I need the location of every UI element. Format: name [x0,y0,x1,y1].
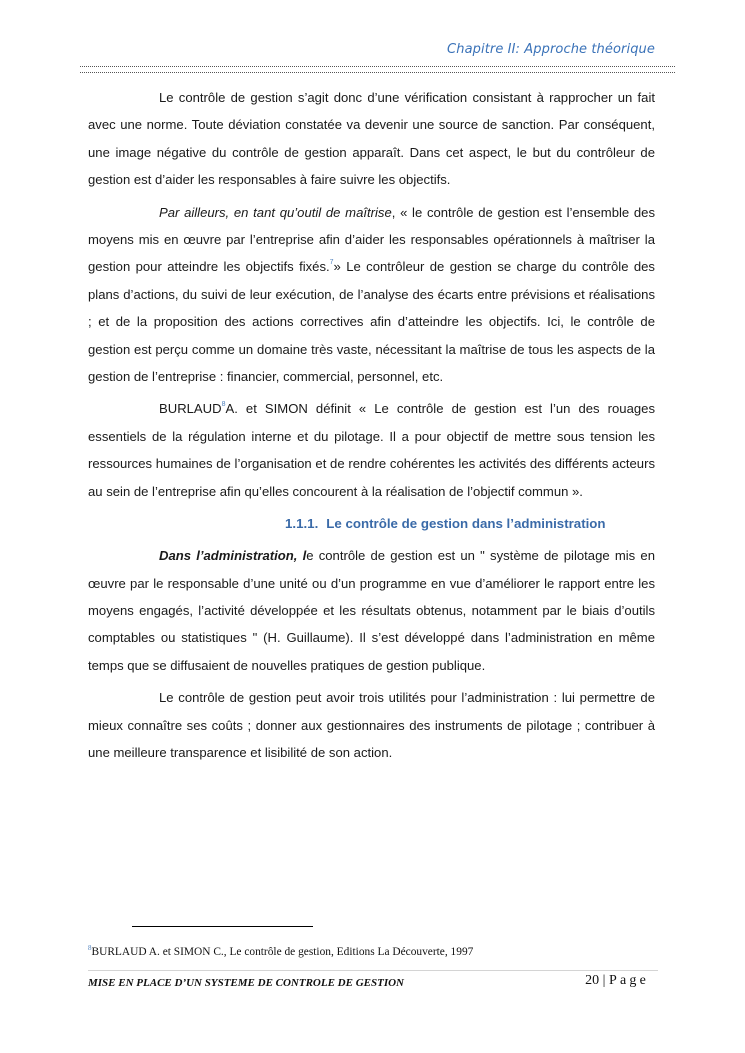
paragraph-verification [88,84,655,194]
section-number: 1.1.1. [285,516,319,532]
footer-page-indicator [585,973,649,989]
paragraph-text: , « le contrôle de gestion est l’ensemble des moyens mis en œuvre par l’entreprise afin d’aider les responsables opérationnels à maîtriser la gestion pour atteindre les objectifs fixés. [88,204,655,275]
footer-rule [88,970,658,971]
footnote-text: BURLAUD A. et SIMON C., Le contrôle de gestion, Editions La Découverte, 1997 [91,946,474,958]
footer-document-title: MISE EN PLACE D’UN SYSTEME DE CONTROLE DE GESTION [88,977,404,989]
paragraph-italic-lead: Par ailleurs, en tant qu’outil de maîtrise [159,204,392,220]
paragraph-text: A. et SIMON définit « Le contrôle de gestion est l’un des rouages essentiels de la régulation interne et du pilotage. Il a pour objectif de mettre sous tension les ressources humaines de l’organisation et de rendre cohérentes les activités des différents acteurs au sein de l’entreprise afin qu’elles concourent à la réalisation de l’objectif commun ». [88,401,655,499]
paragraph-utilites [88,684,655,766]
paragraph-text-continued: » Le contrôleur de gestion se charge du contrôle des plans d’actions, du suivi de leur exécution, de l’analyse des écarts entre prévisions et réalisations ; et de la proposition des actions correctives afin d’atteindre les objectifs. Ici, le contrôle de gestion est perçu comme un domaine très vaste, nécessitant la maîtrise de tous les aspects de la gestion de l’entreprise : financier, commercial, personnel, etc. [88,259,655,385]
footnote-separator [132,926,313,927]
chapter-header-title: Chapitre II: Approche théorique [447,42,655,57]
footnote-ref-7[interactable]: 7 [329,259,334,267]
section-heading [88,510,655,538]
page-number: 20 [585,973,600,988]
section-title: Le contrôle de gestion dans l’administration [326,516,606,532]
paragraph-text: Le contrôle de gestion s’agit donc d’une vérification consistant à rapprocher un fait avec une norme. Toute déviation constatée va devenir une source de sanction. Par conséquent, une image négative du contrôle de gestion apparaît. Dans cet aspect, le but du contrôleur de gestion est d’aider les responsables à faire suivre les objectifs. [88,90,655,188]
paragraph-maitrise [88,199,655,391]
page-body [88,84,655,771]
paragraph-bold-lead: Dans l’administration, l [159,548,307,564]
page-separator: | [602,973,606,988]
paragraph-administration [88,542,655,679]
footnote-marker: 8 [88,944,92,952]
author-name: BURLAUD [159,401,222,417]
header-dotted-rule [80,66,675,73]
page-label: Page [608,973,649,988]
paragraph-burlaud [88,395,655,505]
paragraph-text: e contrôle de gestion est un " système de pilotage mis en œuvre par le responsable d’une unité ou d’un programme en vue d’améliorer le rapport entre les moyens engagés, l’activité développée et les résultats obtenus, notamment par le biais d’outils comptables ou statistiques " (H. Guillaume). Il s’est développé dans l’administration en même temps que se diffusaient de nouvelles pratiques de gestion publique. [88,548,655,673]
paragraph-text: Le contrôle de gestion peut avoir trois utilités pour l’administration : lui permettre de mieux connaître ses coûts ; donner aux gestionnaires des instruments de pilotage ; contribuer à une meilleure transparence et lisibilité de son action. [88,690,655,760]
footnote [88,946,473,958]
footnote-ref-8[interactable]: 8 [221,401,226,409]
